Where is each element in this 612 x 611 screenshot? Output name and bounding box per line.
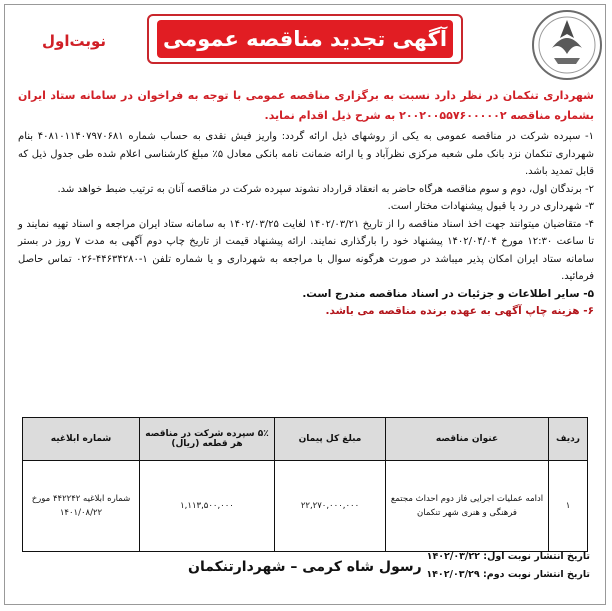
header-tender-title: عنوان مناقصه [386, 418, 549, 461]
term-item: ۱- سپرده شرکت در مناقصه عمومی به یکی از روشهای ذیل ارائه گردد: واریز فیش نقدی به حساب شماره ۴۰۸۱۰۱۱۴۰۷۹۷۰۶۸۱ بنام شهرداری تنکمان نزد بانک ملی شعبه مرکزی نظرآباد و یا ارائه ضمانت نامه بانکی معادل ۵٪ مبلغ کارشناسی اعلام شده طی جدول ذیل که قابل تمدید باشد. [18, 131, 595, 177]
intro-text: شهرداری تنکمان در نظر دارد نسبت به برگزاری مناقصه عمومی با توجه به فراخوان در سامانه ستاد ایران بشماره مناقصه ۲۰۰۲۰۰۵۵۷۶۰۰۰۰۰۲ به شرح ذیل اقدام نماید. [18, 89, 594, 122]
table-row [23, 461, 588, 552]
tender-table [22, 417, 588, 552]
signature: رسول شاه کرمی – شهردارتنکمان [188, 559, 422, 575]
publish-date-second: تاریخ انتشار نوبت دوم: ۱۴۰۲/۰۳/۲۹ [426, 569, 590, 580]
term-item: ۶- هزینه چاپ آگهی به عهده برنده مناقصه می باشد. [325, 305, 594, 317]
cell-contract-amount: ۲۲,۲۷۰,۰۰۰,۰۰۰ [275, 461, 386, 552]
term-item: ۳- شهرداری در رد یا قبول پیشنهادات مختار است. [387, 201, 594, 212]
cell-tender-title: ادامه عملیات اجرایی فاز دوم احداث مجتمع فرهنگی و هنری شهر تنکمان [386, 461, 549, 552]
title-frame [147, 14, 463, 64]
cell-notice-number: شماره ابلاغیه ۴۴۲۲۴۲ مورخ ۱۴۰۱/۰۸/۲۲ [23, 461, 140, 552]
table-header-row [23, 418, 588, 461]
term-item: ۲- برندگان اول، دوم و سوم مناقصه هرگاه حاضر به انعقاد قرارداد نشوند سپرده شرکت در مناقصه آنان به ترتیب ضبط خواهد شد. [57, 183, 594, 195]
header-contract-amount: مبلغ کل پیمان [275, 418, 386, 461]
header-notice-number: شماره ابلاغیه [23, 418, 140, 461]
notice-title: آگهی تجدید مناقصه عمومی [157, 20, 453, 58]
header-deposit: ۵٪ سپرده شرکت در مناقصه هر قطعه (ریال) [140, 418, 275, 461]
municipality-logo [530, 8, 604, 82]
term-item: ۵- سایر اطلاعات و جزئیات در اسناد مناقصه مندرج است. [302, 287, 594, 300]
cell-row-number: ۱ [549, 461, 588, 552]
header-row-number: ردیف [549, 418, 588, 461]
cell-deposit: ۱,۱۱۳,۵۰۰,۰۰۰ [140, 461, 275, 552]
edition-badge: نوبت‌اول [42, 32, 107, 50]
term-item: ۴- متقاضیان میتوانند جهت اخذ اسناد مناقصه را از تاریخ ۱۴۰۲/۰۳/۲۱ لغایت ۱۴۰۲/۰۳/۲۵ به سامانه ستاد ایران مراجعه و اسناد تهیه نمایند و تا ساعت ۱۲:۳۰ مورخ ۱۴۰۲/۰۴/۰۴ پیشنهاد خود را بارگذاری نمایند. ارائه پیشنهاد قیمت از تاریخ چاپ دوم آگهی به مدت ۷ روز در بستر سامانه ستاد ایران امکان پذیر میباشد در صورت هرگونه سوال با مراجعه به شهرداری و یا شماره تلفن ۱-۴۴۶۳۴۲۸۰-۰۲۶ تماس حاصل فرمائید. [18, 218, 594, 282]
terms-list [18, 128, 594, 321]
publish-date-first: تاریخ انتشار نوبت اول: ۱۴۰۲/۰۳/۲۲ [426, 551, 590, 562]
publish-dates [426, 548, 590, 584]
